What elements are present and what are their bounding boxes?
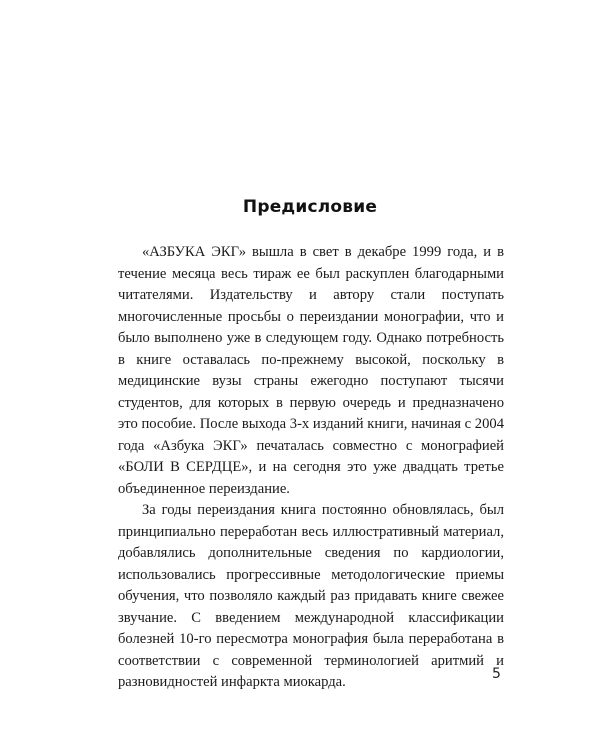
paragraph-2: За годы переиздания книга постоянно обновлялась, был принципиально переработан весь иллюстративный материал, добавлялись дополнительные сведения по кардиологии, использовались прогрессивные методологические приемы обучения, что позволяло каждый раз придавать книге свежее звучание. С введением международной классификации болезней 10-го пересмотра монография была переработана в соответствии с современной терминологией аритмий и разновидностей инфаркта миокарда.: [118, 502, 504, 690]
page-title: Предисловие: [242, 197, 378, 217]
body-text: [118, 242, 504, 694]
page-number: 5: [492, 666, 501, 682]
paragraph-1: «АЗБУКА ЭКГ» вышла в свет в декабре 1999 года, и в течение месяца весь тираж ее был раскуплен благодарными читателями. Издательству и автору стали поступать многочисленные просьбы о переиздании монографии, что и было выполнено уже в следующем году. Однако потребность в книге оставалась по-прежнему высокой, поскольку в медицинские вузы страны ежегодно поступают тысячи студентов, для которых в первую очередь и предназначено это пособие. После выхода 3-х изданий книги, начиная с 2004 года «Азбука ЭКГ» печаталась совместно с монографией «БОЛИ В СЕРДЦЕ», и на сегодня это уже двадцать третье объединенное переиздание.: [118, 244, 504, 497]
